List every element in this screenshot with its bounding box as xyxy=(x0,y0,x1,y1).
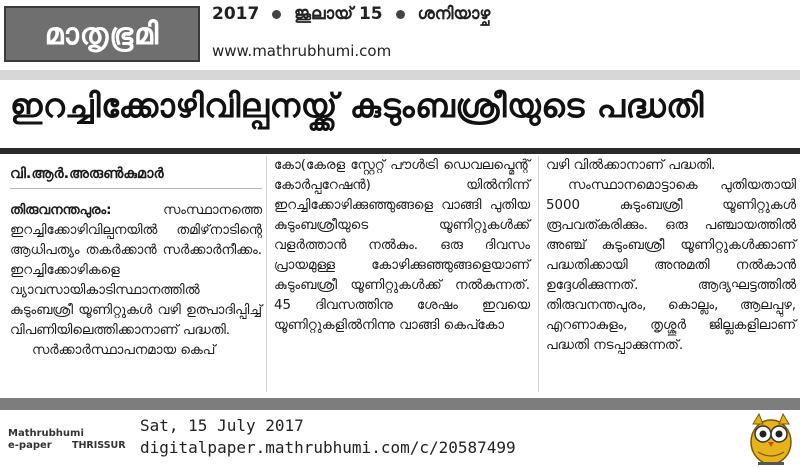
epaper-brand xyxy=(8,428,126,456)
article-paragraph: കോ(കേരള സ്റ്റേറ്റ് പൗൾട്രി ഡെവലപ്മെന്റ് കോർപ്പറേഷൻ) യിൽനിന്ന് ഇറച്ചിക്കോഴിക്കുഞ്ഞുങ്ങളെ വാങ്ങി പുതിയ കുടുംബശ്രീയുടെ യൂണിറ്റുകൾക്ക് വളർത്താൻ നൽകും. ഒരു ദിവസം പ്രായമുള്ള കോഴിക്കുഞ്ഞുങ്ങളെയാണ് കുടുംബശ്രീ യൂണിറ്റുകൾക്ക് നൽകുന്നത്. 45 ദിവസത്തിനു ശേഷം ഇവയെ യൂണിറ്റുകളിൽനിന്നു വാങ്ങി കെപ്കോ xyxy=(274,158,530,333)
article-column-1 xyxy=(10,156,262,361)
newspaper-logo: മാതൃഭൂമി xyxy=(4,6,200,62)
bullet-icon xyxy=(272,10,281,19)
clipping-url[interactable]: digitalpaper.mathrubhumi.com/c/20587499 xyxy=(140,438,516,457)
paragraph-text: സംസ്ഥാനത്തെ ഇറച്ചിക്കോഴിവില്പനയിൽ തമിഴ്‌നാടിന്റെ ആധിപത്യം തകർക്കാൻ സർക്കാർനീക്കം. ഇറച്ചിക്കോഴികളെ വ്യാവസായികാടിസ്ഥാനത്തിൽ കുടുംബശ്രീ യൂണിറ്റുകൾ വഴി ഉത്പാദിപ്പിച്ച് വിപണിയിലെത്തിക്കാനാണ് പദ്ധതി. xyxy=(10,203,262,338)
masthead-rule xyxy=(0,70,800,80)
issue-day-month: ജൂലായ് 15 xyxy=(294,4,383,24)
byline: വി.ആർ.അരുൺകുമാർ xyxy=(10,164,262,189)
bullet-icon xyxy=(396,10,405,19)
epaper-brand-sub: e-paper xyxy=(8,440,52,451)
masthead xyxy=(0,0,800,78)
clipping-footer xyxy=(0,410,800,468)
dateline: തിരുവനന്തപുരം: xyxy=(10,203,112,218)
column-divider xyxy=(266,156,267,392)
column-divider xyxy=(538,156,539,392)
article-paragraph: സർക്കാർസ്ഥാപനമായ കെപ് xyxy=(32,343,216,358)
issue-year: 2017 xyxy=(212,4,260,24)
issue-date xyxy=(212,4,490,24)
headline-rule xyxy=(0,148,800,154)
epaper-brand-name: Mathrubhumi xyxy=(8,428,84,439)
article-paragraph xyxy=(10,201,262,341)
article-column-3 xyxy=(546,156,796,356)
website-url: www.mathrubhumi.com xyxy=(212,42,392,60)
owl-icon xyxy=(746,412,796,466)
article-headline: ഇറച്ചിക്കോഴിവില്പനയ്ക്ക് കുടുംബശ്രീയുടെ പദ്ധതി xyxy=(10,86,704,125)
article-paragraph: സംസ്ഥാനമൊട്ടാകെ പുതിയതായി 5000 കുടുംബശ്രീ യൂണിറ്റുകൾ രൂപവത്കരിക്കും. ഒരു പഞ്ചായത്തിൽ അഞ്ച് കുടുംബശ്രീ യൂണിറ്റുകൾക്കാണ് പദ്ധതിക്കായി അനുമതി നൽകാൻ ഉദ്ദേശിക്കുന്നത്. ആദ്യഘട്ടത്തിൽ തിരുവനന്തപുരം, കൊല്ലം, ആലപ്പുഴ, എറണാകുളം, തൃശ്ശൂർ ജില്ലകളിലാണ് പദ്ധതി നടപ്പാക്കുന്നത്. xyxy=(546,178,796,353)
clipping-bottom-band xyxy=(0,398,800,410)
article-paragraph: വഴി വിൽക്കാനാണ് പദ്ധതി. xyxy=(546,158,716,173)
clipping-date: Sat, 15 July 2017 xyxy=(140,416,304,435)
edition-name: THRISSUR xyxy=(72,440,126,451)
issue-weekday: ശനിയാഴ്ച xyxy=(417,4,491,24)
article-column-2 xyxy=(274,156,530,336)
